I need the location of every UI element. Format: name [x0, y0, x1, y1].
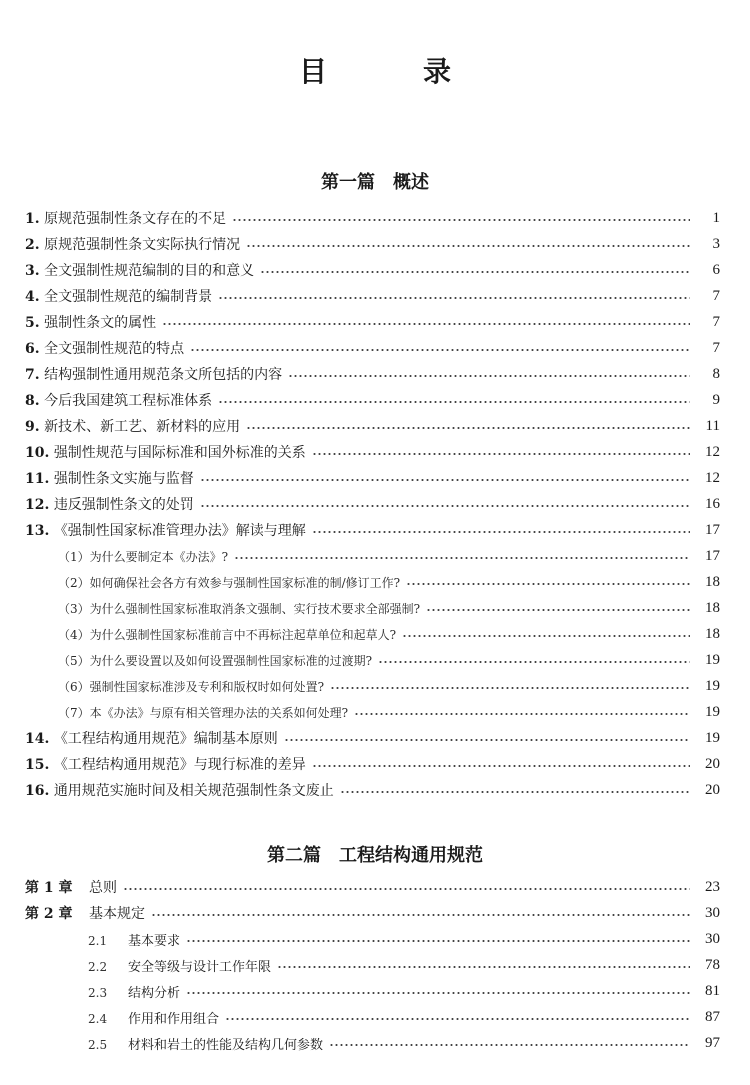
dot-leader — [330, 687, 690, 689]
dot-leader — [186, 940, 690, 942]
section-page: 30 — [705, 930, 720, 947]
entry-title: 全文强制性规范的编制背景 — [44, 289, 213, 305]
toc-subentry-13-7[interactable] — [0, 699, 750, 725]
entry-title: 原规范强制性条文存在的不足 — [44, 211, 227, 227]
subentry-page: 19 — [705, 703, 720, 720]
dot-leader — [218, 297, 690, 299]
part2-title-number: 第二篇 — [267, 845, 321, 866]
chapter-title: 基本规定 — [89, 906, 145, 922]
section-title: 结构分析 — [128, 985, 181, 1001]
dot-leader — [225, 1018, 690, 1020]
part1-toc — [0, 205, 750, 803]
entry-title: 原规范强制性条文实际执行情况 — [44, 237, 241, 253]
subentry-title: （7）本《办法》与原有相关管理办法的关系如何处理? — [58, 705, 349, 720]
entry-title: 全文强制性规范的特点 — [44, 341, 185, 357]
toc-section-2-1[interactable] — [0, 926, 750, 952]
chapter-number: 第 1 章 — [25, 880, 73, 896]
entry-number: 16. — [25, 783, 50, 799]
dot-leader — [426, 609, 690, 611]
subentry-title: （6）强制性国家标准涉及专利和版权时如何处置? — [58, 679, 325, 694]
dot-leader — [190, 349, 690, 351]
dot-leader — [246, 245, 690, 247]
entry-title: 违反强制性条文的处罚 — [53, 497, 194, 513]
section-page: 97 — [705, 1034, 720, 1051]
entry-page: 6 — [712, 261, 720, 278]
entry-number: 9. — [25, 419, 40, 435]
section-page: 81 — [705, 982, 720, 999]
subentry-page: 17 — [705, 547, 720, 564]
section-number: 2.1 — [88, 933, 108, 948]
toc-entry-1[interactable] — [0, 205, 750, 231]
entry-title: 强制性规范与国际标准和国外标准的关系 — [53, 445, 306, 461]
section-title: 作用和作用组合 — [128, 1011, 220, 1027]
entry-number: 5. — [25, 315, 40, 331]
toc-subentry-13-3[interactable] — [0, 595, 750, 621]
subentry-title: （3）为什么强制性国家标准取消条文强制、实行技术要求全部强制? — [58, 601, 421, 616]
dot-leader — [284, 739, 690, 741]
dot-leader — [402, 635, 690, 637]
toc-entry-14[interactable] — [0, 725, 750, 751]
entry-page: 20 — [705, 755, 720, 772]
toc-entry-9[interactable] — [0, 413, 750, 439]
dot-leader — [329, 1044, 690, 1046]
section-page: 78 — [705, 956, 720, 973]
entry-number: 8. — [25, 393, 40, 409]
entry-number: 4. — [25, 289, 40, 305]
entry-number: 12. — [25, 497, 50, 513]
toc-entry-3[interactable] — [0, 257, 750, 283]
chapter-page: 30 — [705, 904, 720, 921]
page-title: 目 录 — [298, 55, 485, 88]
part2-title — [0, 841, 750, 867]
dot-leader — [200, 479, 690, 481]
subentry-title: （1）为什么要制定本《办法》? — [58, 549, 229, 564]
part2-toc — [0, 874, 750, 1056]
section-number: 2.4 — [88, 1011, 108, 1026]
toc-entry-12[interactable] — [0, 491, 750, 517]
dot-leader — [288, 375, 690, 377]
section-page: 87 — [705, 1008, 720, 1025]
entry-page: 17 — [705, 521, 720, 538]
entry-number: 2. — [25, 237, 40, 253]
toc-section-2-2[interactable] — [0, 952, 750, 978]
part1-title — [0, 168, 750, 194]
dot-leader — [200, 505, 690, 507]
entry-title: 今后我国建筑工程标准体系 — [44, 393, 213, 409]
dot-leader — [234, 557, 690, 559]
subentry-page: 18 — [705, 573, 720, 590]
toc-subentry-13-4[interactable] — [0, 621, 750, 647]
dot-leader — [354, 713, 690, 715]
dot-leader — [378, 661, 690, 663]
toc-entry-11[interactable] — [0, 465, 750, 491]
entry-number: 1. — [25, 211, 40, 227]
entry-number: 11. — [25, 471, 50, 487]
subentry-page: 19 — [705, 677, 720, 694]
dot-leader — [277, 966, 690, 968]
entry-page: 9 — [712, 391, 720, 408]
dot-leader — [312, 531, 690, 533]
toc-subentry-13-2[interactable] — [0, 569, 750, 595]
dot-leader — [232, 219, 690, 221]
entry-title: 《强制性国家标准管理办法》解读与理解 — [53, 523, 306, 539]
entry-page: 7 — [712, 287, 720, 304]
entry-title: 强制性条文实施与监督 — [53, 471, 194, 487]
entry-page: 7 — [712, 339, 720, 356]
entry-number: 14. — [25, 731, 50, 747]
entry-number: 3. — [25, 263, 40, 279]
entry-title: 《工程结构通用规范》与现行标准的差异 — [53, 757, 306, 773]
entry-page: 11 — [705, 417, 720, 434]
chapter-title: 总则 — [89, 880, 117, 896]
part2-title-name: 工程结构通用规范 — [339, 845, 483, 866]
toc-entry-4[interactable] — [0, 283, 750, 309]
entry-page: 7 — [712, 313, 720, 330]
toc-subentry-13-1[interactable] — [0, 543, 750, 569]
entry-page: 8 — [712, 365, 720, 382]
toc-entry-7[interactable] — [0, 361, 750, 387]
part1-title-number: 第一篇 — [321, 172, 375, 193]
toc-entry-8[interactable] — [0, 387, 750, 413]
toc-entry-10[interactable] — [0, 439, 750, 465]
entry-page: 12 — [705, 469, 720, 486]
entry-page: 16 — [705, 495, 720, 512]
entry-title: 通用规范实施时间及相关规范强制性条文废止 — [53, 783, 334, 799]
toc-section-2-4[interactable] — [0, 1004, 750, 1030]
subentry-page: 18 — [705, 625, 720, 642]
entry-page: 12 — [705, 443, 720, 460]
entry-page: 19 — [705, 729, 720, 746]
dot-leader — [406, 583, 690, 585]
toc-entry-15[interactable] — [0, 751, 750, 777]
dot-leader — [312, 453, 690, 455]
dot-leader — [260, 271, 690, 273]
dot-leader — [123, 888, 690, 890]
entry-title: 新技术、新工艺、新材料的应用 — [44, 419, 241, 435]
entry-page: 3 — [712, 235, 720, 252]
toc-section-2-3[interactable] — [0, 978, 750, 1004]
entry-number: 6. — [25, 341, 40, 357]
entry-number: 13. — [25, 523, 50, 539]
toc-entry-5[interactable] — [0, 309, 750, 335]
subentry-title: （5）为什么要设置以及如何设置强制性国家标准的过渡期? — [58, 653, 373, 668]
section-title: 安全等级与设计工作年限 — [128, 959, 272, 975]
entry-title: 《工程结构通用规范》编制基本原则 — [53, 731, 278, 747]
entry-page: 20 — [705, 781, 720, 798]
dot-leader — [162, 323, 690, 325]
entry-number: 7. — [25, 367, 40, 383]
dot-leader — [218, 401, 690, 403]
section-title: 材料和岩土的性能及结构几何参数 — [128, 1037, 324, 1053]
part1-title-name: 概述 — [393, 172, 429, 193]
section-number: 2.3 — [88, 985, 108, 1000]
toc-entry-6[interactable] — [0, 335, 750, 361]
chapter-page: 23 — [705, 878, 720, 895]
toc-subentry-13-5[interactable] — [0, 647, 750, 673]
dot-leader — [186, 992, 690, 994]
subentry-title: （4）为什么强制性国家标准前言中不再标注起草单位和起草人? — [58, 627, 397, 642]
entry-title: 强制性条文的属性 — [44, 315, 157, 331]
toc-entry-13[interactable] — [0, 517, 750, 543]
dot-leader — [246, 427, 690, 429]
toc-subentry-13-6[interactable] — [0, 673, 750, 699]
entry-title: 全文强制性规范编制的目的和意义 — [44, 263, 255, 279]
chapter-number: 第 2 章 — [25, 906, 73, 922]
subentry-title: （2）如何确保社会各方有效参与强制性国家标准的制/修订工作? — [58, 575, 401, 590]
section-number: 2.2 — [88, 959, 108, 974]
entry-number: 15. — [25, 757, 50, 773]
dot-leader — [312, 765, 690, 767]
toc-section-2-5[interactable] — [0, 1030, 750, 1056]
section-number: 2.5 — [88, 1037, 108, 1052]
toc-entry-16[interactable] — [0, 777, 750, 803]
subentry-page: 19 — [705, 651, 720, 668]
toc-chapter-1[interactable] — [0, 874, 750, 900]
entry-number: 10. — [25, 445, 50, 461]
dot-leader — [151, 914, 690, 916]
toc-entry-2[interactable] — [0, 231, 750, 257]
section-title: 基本要求 — [128, 933, 181, 949]
entry-page: 1 — [712, 209, 720, 226]
toc-chapter-2[interactable] — [0, 900, 750, 926]
subentry-page: 18 — [705, 599, 720, 616]
entry-title: 结构强制性通用规范条文所包括的内容 — [44, 367, 283, 383]
dot-leader — [340, 791, 690, 793]
